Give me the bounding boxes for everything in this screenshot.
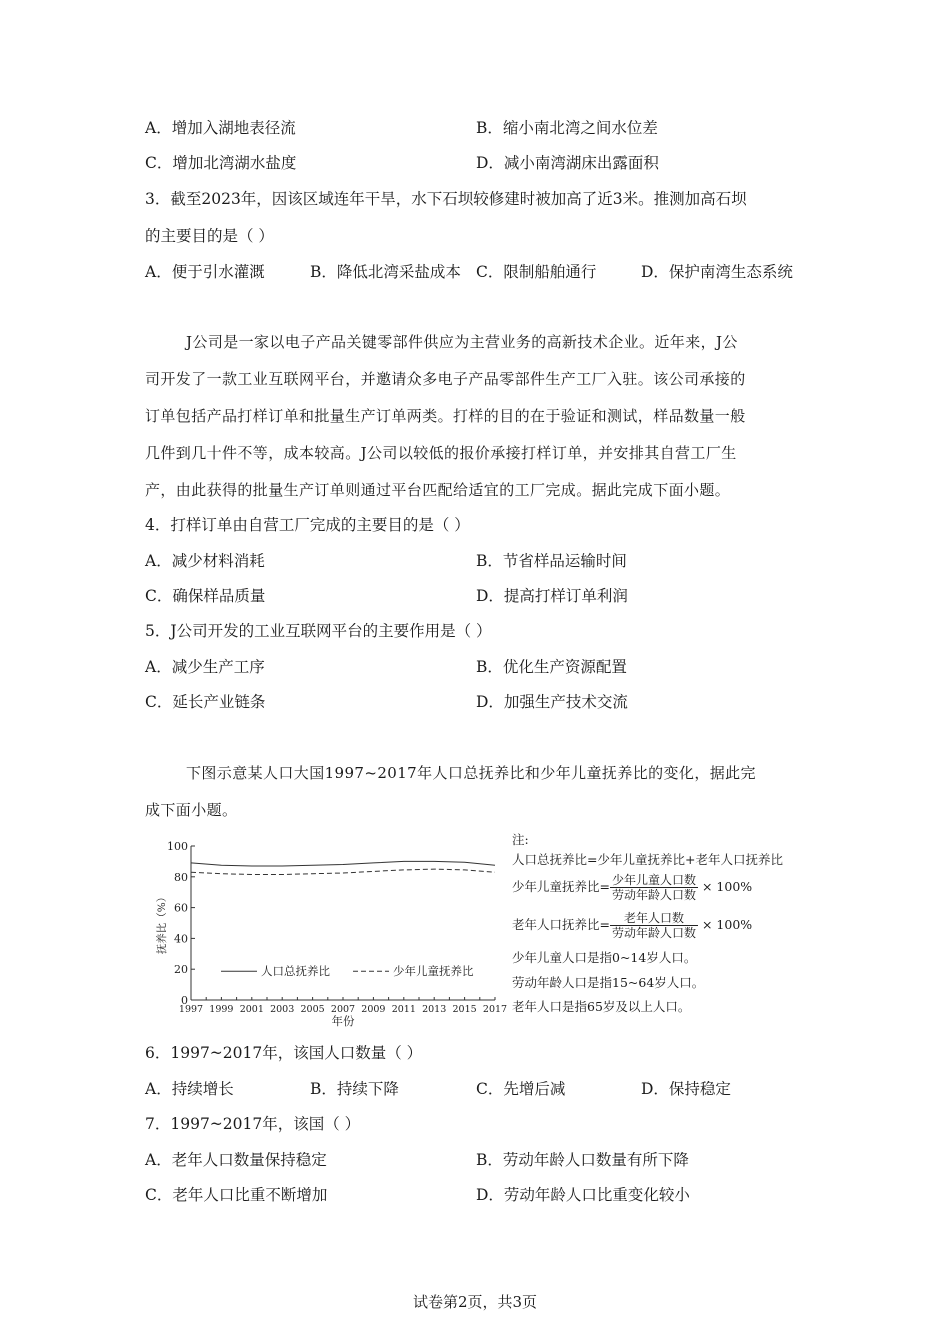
q7-stem: 7．1997~2017年，该国（ ） xyxy=(145,1115,361,1133)
y-tick-label: 20 xyxy=(174,963,188,977)
series-line-total-dependency xyxy=(191,861,495,866)
q5-option-b: B．优化生产资源配置 xyxy=(476,658,627,676)
passage-j-line4: 几件到几十件不等，成本较高。J公司以较低的报价承接打样订单，并安排其自营工厂生 xyxy=(145,444,737,462)
q6-option-a: A．持续增长 xyxy=(145,1080,234,1098)
passage-j-line2: 司开发了一款工业互联网平台，并邀请众多电子产品零部件生产工厂入驻。该公司承接的 xyxy=(145,370,746,388)
x-tick-label: 2009 xyxy=(361,1004,386,1015)
y-axis-label: 抚养比（%） xyxy=(156,891,168,955)
x-tick-label: 2003 xyxy=(270,1004,295,1015)
q5-option-d: D．加强生产技术交流 xyxy=(476,693,628,711)
formula-children-fraction xyxy=(610,873,698,902)
q5-stem: 5．J公司开发的工业互联网平台的主要作用是（ ） xyxy=(145,622,492,640)
q5-option-a: A．减少生产工序 xyxy=(145,658,265,676)
q3-stem-line1: 3．截至2023年，因该区域连年干旱，水下石坝较修建时被加高了近3米。推测加高石坝 xyxy=(145,190,747,208)
x-tick-label: 2011 xyxy=(391,1004,416,1015)
q3-stem-line2: 的主要目的是（ ） xyxy=(145,227,274,245)
notes-line4: 少年儿童人口是指0~14岁人口。 xyxy=(512,950,697,965)
notes-formula-children xyxy=(512,873,752,902)
q6-option-d: D．保持稳定 xyxy=(641,1080,731,1098)
x-tick-label: 2005 xyxy=(300,1004,325,1015)
y-tick-label: 0 xyxy=(181,994,188,1007)
formula-children-numerator: 少年儿童人口数 xyxy=(611,873,696,887)
q2-option-b: B．缩小南北湾之间水位差 xyxy=(476,119,658,137)
x-tick-label: 2001 xyxy=(239,1004,264,1015)
formula-children-denominator: 劳动年龄人口数 xyxy=(611,888,696,902)
q4-option-b: B．节省样品运输时间 xyxy=(476,552,627,570)
q4-stem: 4．打样订单由自营工厂完成的主要目的是（ ） xyxy=(145,516,470,534)
chart-series xyxy=(191,861,495,874)
chart-legend xyxy=(221,964,474,978)
q7-option-b: B．劳动年龄人口数量有所下降 xyxy=(476,1151,689,1169)
formula-elderly-fraction xyxy=(610,911,698,940)
q2-option-c: C．增加北湾湖水盐度 xyxy=(145,154,297,172)
notes-line1: 人口总抚养比=少年儿童抚养比+老年人口抚养比 xyxy=(512,852,783,867)
formula-elderly-denominator: 劳动年龄人口数 xyxy=(611,926,696,940)
q4-option-a: A．减少材料消耗 xyxy=(145,552,265,570)
q2-option-d: D．减小南湾湖床出露面积 xyxy=(476,154,659,172)
x-tick-label: 2013 xyxy=(422,1004,447,1015)
q3-option-c: C．限制船舶通行 xyxy=(476,263,597,281)
q4-option-d: D．提高打样订单利润 xyxy=(476,587,628,605)
q7-option-a: A．老年人口数量保持稳定 xyxy=(145,1151,327,1169)
q5-option-c: C．延长产业链条 xyxy=(145,693,266,711)
q6-stem: 6．1997~2017年，该国人口数量（ ） xyxy=(145,1044,423,1062)
q2-option-a: A．增加入湖地表径流 xyxy=(145,119,296,137)
y-tick-label: 100 xyxy=(167,840,188,853)
passage-j-line5: 产，由此获得的批量生产订单则通过平台匹配给适宜的工厂完成。据此完成下面小题。 xyxy=(145,481,731,499)
x-axis-label: 年份 xyxy=(331,1014,355,1028)
x-tick-label: 1997 xyxy=(178,1004,204,1015)
y-tick-label: 60 xyxy=(174,901,188,915)
notes-line6: 老年人口是指65岁及以上人口。 xyxy=(512,999,691,1014)
passage-pop-line2: 成下面小题。 xyxy=(145,801,238,819)
q3-option-a: A．便于引水灌溉 xyxy=(145,263,265,281)
formula-elderly-numerator: 老年人口数 xyxy=(610,911,698,926)
notes-formula-elderly xyxy=(512,911,752,940)
page-footer: 试卷第2页，共3页 xyxy=(412,1293,538,1311)
y-tick-label: 80 xyxy=(174,870,188,884)
x-tick-label: 2015 xyxy=(452,1004,477,1015)
legend-label-child: 少年儿童抚养比 xyxy=(393,964,474,979)
legend-label-total: 人口总抚养比 xyxy=(261,964,330,979)
x-tick-label: 2017 xyxy=(482,1004,508,1015)
formula-children-label: 少年儿童抚养比= xyxy=(512,879,610,894)
q4-option-c: C．确保样品质量 xyxy=(145,587,266,605)
y-tick-label: 40 xyxy=(174,932,188,946)
x-tick-label: 2007 xyxy=(330,1004,356,1015)
passage-pop-line1: 下图示意某人口大国1997~2017年人口总抚养比和少年儿童抚养比的变化，据此完 xyxy=(186,764,756,782)
q3-option-b: B．降低北湾采盐成本 xyxy=(310,263,461,281)
chart-ticks xyxy=(167,840,507,1015)
chart-axes xyxy=(155,846,495,1028)
q7-option-d: D．劳动年龄人口比重变化较小 xyxy=(476,1186,690,1204)
formula-children-times: × 100% xyxy=(701,879,753,894)
passage-j-line3: 订单包括产品打样订单和批量生产订单两类。打样的目的在于验证和测试，样品数量一般 xyxy=(145,407,746,425)
formula-elderly-times: × 100% xyxy=(701,917,753,932)
q7-option-c: C．老年人口比重不断增加 xyxy=(145,1186,328,1204)
notes-head: 注: xyxy=(512,832,529,847)
x-tick-label: 1999 xyxy=(209,1004,234,1015)
passage-j-line1: J公司是一家以电子产品关键零部件供应为主营业务的高新技术企业。近年来，J公 xyxy=(186,333,738,351)
q3-option-d: D．保护南湾生态系统 xyxy=(641,263,793,281)
series-line-child-dependency xyxy=(191,869,495,874)
dependency-ratio-chart xyxy=(150,828,510,1033)
q6-option-c: C．先增后减 xyxy=(476,1080,566,1098)
q6-option-b: B．持续下降 xyxy=(310,1080,399,1098)
formula-elderly-label: 老年人口抚养比= xyxy=(512,917,610,932)
notes-line5: 劳动年龄人口是指15~64岁人口。 xyxy=(512,975,705,990)
